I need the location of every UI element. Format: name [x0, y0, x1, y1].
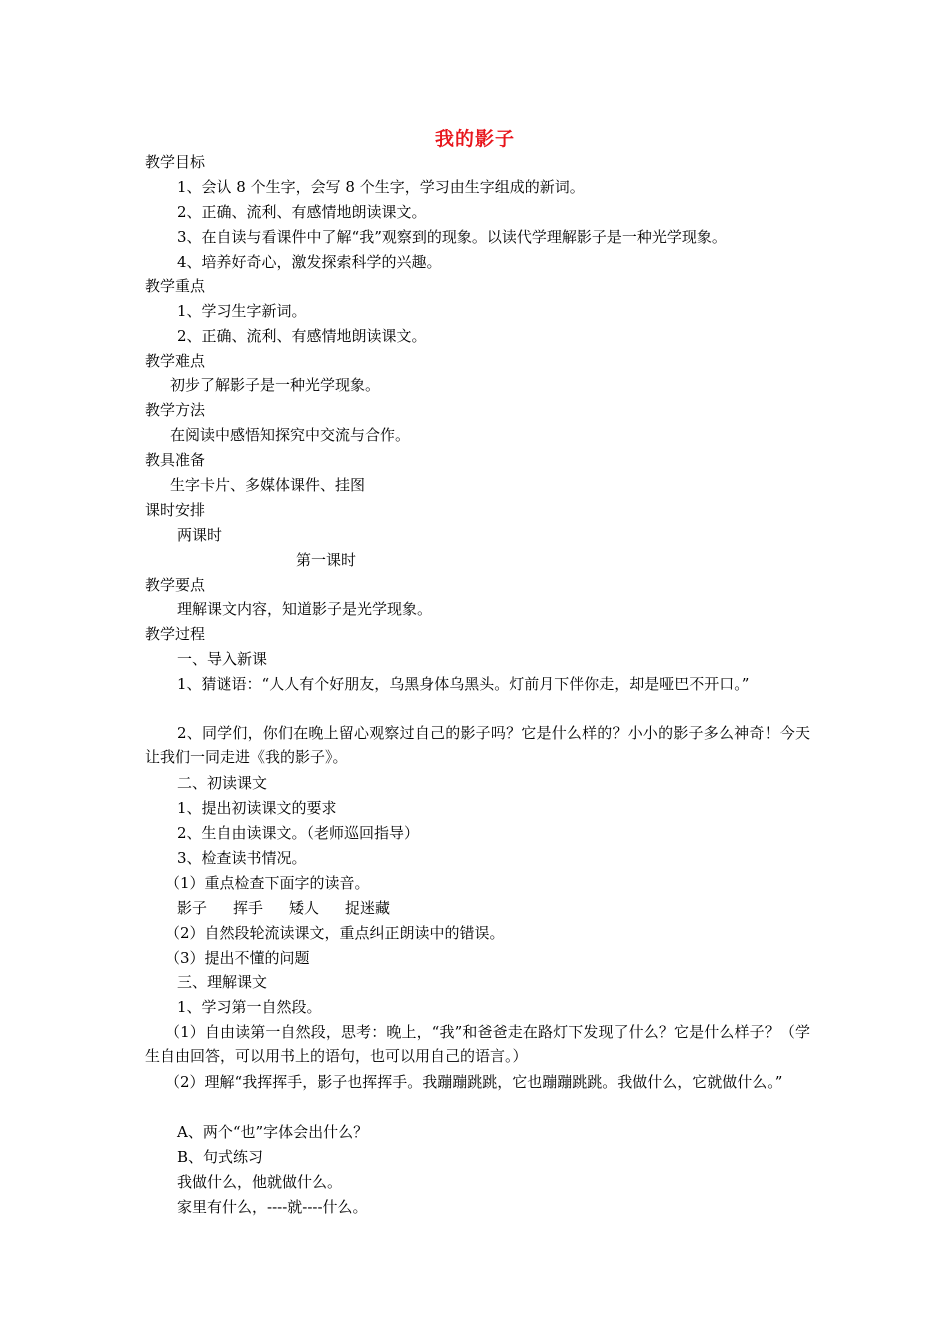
process-part-1: 一、导入新课 — [177, 650, 268, 668]
question-b: B、句式练习 — [177, 1148, 264, 1166]
section-heading-difficulties: 教学难点 — [145, 352, 206, 370]
lesson-one-heading: 第一课时 — [296, 551, 357, 569]
objective-item-1: 1、会认 8 个生字，会写 8 个生字，学习由生字组成的新词。 — [177, 178, 585, 196]
objective-item-3: 3、在自读与看课件中了解“我”观察到的现象。以读代学理解影子是一种光学现象。 — [177, 228, 727, 246]
reading-step-2: 2、生自由读课文。（老师巡回指导） — [177, 824, 420, 842]
vocabulary-words — [177, 896, 847, 920]
reading-substep-3: （3）提出不懂的问题 — [165, 949, 310, 967]
vocab-word: 挥手 — [233, 899, 264, 917]
intro-paragraph: 2、同学们，你们在晚上留心观察过自己的影子吗？它是什么样的？小小的影子多么神奇！今天让我们一同走进《我的影子》。 — [145, 724, 810, 766]
reading-step-1: 1、提出初读课文的要求 — [177, 799, 337, 817]
key-point-item-2: 2、正确、流利、有感情地朗读课文。 — [177, 327, 427, 345]
section-heading-objectives: 教学目标 — [145, 153, 206, 171]
question-a: A、两个“也”字体会出什么？ — [177, 1123, 369, 1141]
sentence-example-1: 我做什么，他就做什么。 — [177, 1173, 343, 1191]
schedule-text: 两课时 — [177, 526, 223, 544]
reading-substep-2: （2）自然段轮流读课文，重点纠正朗读中的错误。 — [165, 924, 505, 942]
section-heading-key-points: 教学重点 — [145, 277, 206, 295]
vocab-word: 捉迷藏 — [345, 899, 391, 917]
section-heading-methods: 教学方法 — [145, 401, 206, 419]
process-part-3: 三、理解课文 — [177, 973, 268, 991]
lesson-points-text: 理解课文内容，知道影子是光学现象。 — [177, 600, 433, 618]
process-part-2: 二、初读课文 — [177, 774, 268, 792]
section-heading-materials: 教具准备 — [145, 451, 206, 469]
section-heading-process: 教学过程 — [145, 625, 206, 643]
methods-text: 在阅读中感悟知探究中交流与合作。 — [170, 426, 411, 444]
sentence-example-2: 家里有什么，----就----什么。 — [177, 1198, 368, 1216]
vocab-word: 矮人 — [289, 899, 320, 917]
document-title: 我的影子 — [434, 128, 515, 150]
objective-item-2: 2、正确、流利、有感情地朗读课文。 — [177, 203, 427, 221]
reading-substep-1: （1）重点检查下面字的读音。 — [165, 874, 370, 892]
key-point-item-1: 1、学习生字新词。 — [177, 302, 307, 320]
reading-step-3: 3、检查读书情况。 — [177, 849, 307, 867]
objective-item-4: 4、培养好奇心，激发探索科学的兴趣。 — [177, 253, 442, 271]
vocab-word: 影子 — [177, 899, 208, 917]
understanding-substep-2: （2）理解“我挥挥手，影子也挥挥手。我蹦蹦跳跳，它也蹦蹦跳跳。我做什么，它就做什么。” — [165, 1073, 783, 1091]
section-heading-lesson-points: 教学要点 — [145, 576, 206, 594]
riddle-paragraph: 1、猜谜语：“人人有个好朋友，乌黑身体乌黑头。灯前月下伴你走，却是哑巴不开口。” — [177, 675, 750, 693]
section-heading-schedule: 课时安排 — [145, 501, 206, 519]
understanding-substep-1: （1）自由读第一自然段，思考：晚上，“我”和爸爸走在路灯下发现了什么？它是什么样子？（学生自由回答，可以用书上的语句，也可以用自己的语言。） — [145, 1023, 810, 1065]
difficulty-text: 初步了解影子是一种光学现象。 — [170, 376, 381, 394]
materials-text: 生字卡片、多媒体课件、挂图 — [170, 476, 366, 494]
understanding-step-1: 1、学习第一自然段。 — [177, 998, 322, 1016]
